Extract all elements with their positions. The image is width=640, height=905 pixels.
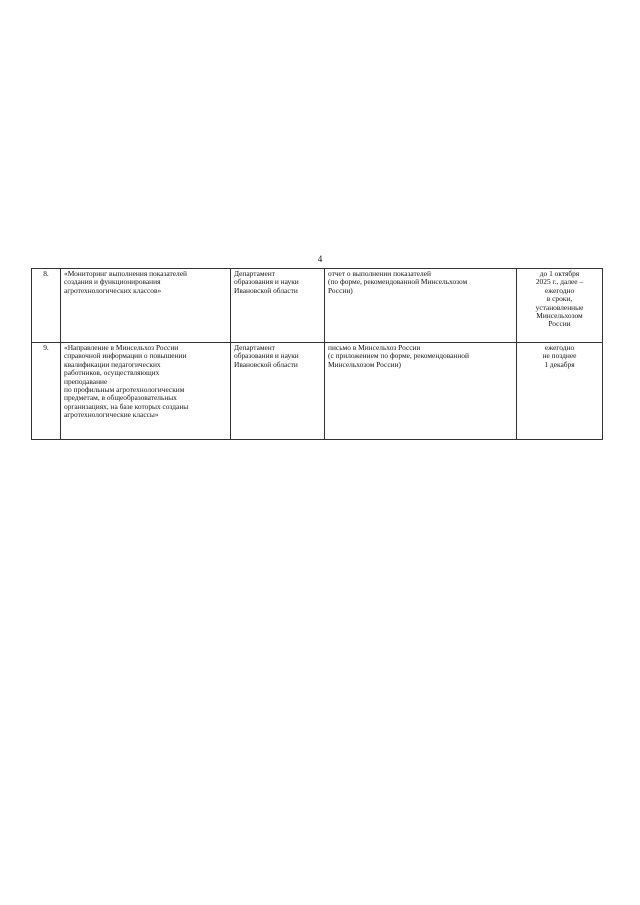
responsible-line: Ивановской области: [234, 286, 298, 295]
deadline-line: ежегодно: [544, 286, 575, 295]
event-line: по профильным агротехнологическим: [64, 386, 185, 395]
event-line: организациях, на базе которых созданы: [64, 402, 189, 411]
event-cell: [61, 269, 231, 343]
responsible-line: образования и науки: [234, 352, 299, 361]
event-line: «Направление в Минсельхоз России: [64, 344, 179, 352]
result-line: Минсельхозом России): [328, 360, 401, 369]
event-line: агротехнологические классы»: [64, 411, 159, 420]
page-number: 4: [317, 254, 323, 264]
deadline-line: ежегодно: [544, 344, 575, 352]
table-row: [32, 343, 603, 440]
row-number: 8.: [32, 269, 61, 343]
event-line: справочной информации о повышении: [64, 352, 187, 361]
result-line: России): [328, 286, 353, 295]
responsible-cell: [231, 343, 325, 440]
deadline-line: Минсельхозом: [536, 312, 583, 321]
result-line: письмо в Минсельхоз России: [328, 344, 421, 352]
deadline-line: не позднее: [542, 352, 577, 361]
responsible-line: образования и науки: [234, 278, 299, 287]
responsible-line: Ивановской области: [234, 360, 298, 369]
responsible-line: Департамент: [234, 270, 275, 278]
event-line: квалификации педагогических: [64, 360, 161, 369]
result-line: отчет о выполнении показателей: [328, 270, 431, 278]
event-line: создания и функционирования: [64, 278, 161, 287]
event-line: предметам, в общеобразовательных: [64, 394, 177, 403]
result-line: (с приложением по форме, рекомендованной: [328, 352, 469, 361]
event-line: агротехнологических классов»: [64, 286, 162, 295]
event-line: «Мониторинг выполнения показателей: [64, 270, 187, 278]
deadline-line: установленные: [535, 303, 584, 312]
deadline-cell: [517, 343, 603, 440]
event-cell: [61, 343, 231, 440]
deadline-line: до 1 октября: [539, 270, 580, 278]
deadline-line: 2025 г., далее –: [535, 278, 584, 287]
deadline-cell: [517, 269, 603, 343]
table-row: [32, 269, 603, 343]
row-number: 9.: [32, 343, 61, 440]
responsible-cell: [231, 269, 325, 343]
result-cell: [325, 269, 517, 343]
deadline-line: 1 декабря: [544, 360, 575, 369]
event-line: преподавание: [64, 377, 108, 386]
deadline-line: России: [548, 320, 571, 329]
event-line: работников, осуществляющих: [64, 369, 160, 378]
result-cell: [325, 343, 517, 440]
plan-table: [31, 268, 603, 440]
deadline-line: в сроки,: [546, 295, 573, 304]
result-line: (по форме, рекомендованной Минсельхозом: [328, 278, 468, 287]
responsible-line: Департамент: [234, 344, 275, 352]
